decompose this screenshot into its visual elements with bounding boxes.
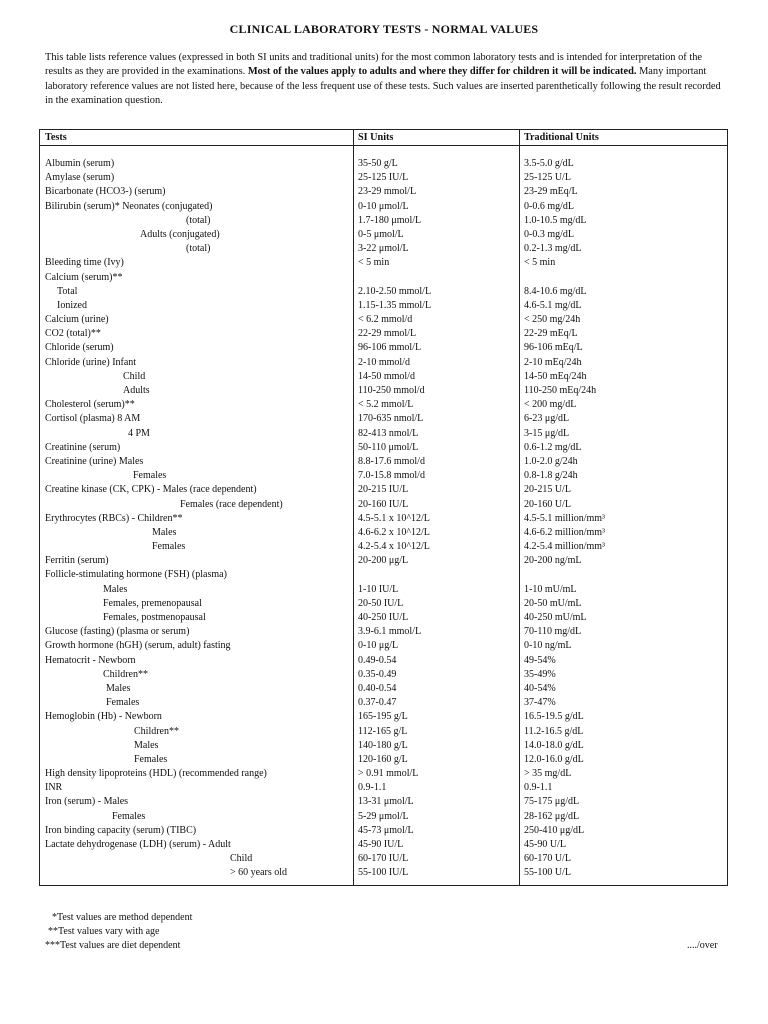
test-name: Calcium (serum)** xyxy=(45,271,123,283)
traditional-value: 4.6-5.1 mg/dL xyxy=(524,299,582,311)
test-name: Chloride (urine) Infant xyxy=(45,356,137,368)
si-value: 4.2-5.4 x 10^12/L xyxy=(358,541,430,553)
si-value: 20-200 μg/L xyxy=(358,555,409,567)
traditional-value: 4.5-5.1 million/mm³ xyxy=(524,512,606,524)
si-value: 20-160 IU/L xyxy=(358,498,409,510)
traditional-value: 11.2-16.5 g/dL xyxy=(524,725,584,737)
si-value: 23-29 mmol/L xyxy=(358,186,417,198)
si-value: 2-10 mmol/d xyxy=(358,356,410,368)
table-row xyxy=(40,710,727,724)
traditional-value: 20-215 U/L xyxy=(524,484,571,496)
table-row xyxy=(40,341,727,355)
traditional-value: 110-250 mEq/24h xyxy=(524,385,597,396)
test-name: High density lipoproteins (HDL) (recommended range) xyxy=(45,768,267,780)
table-row xyxy=(40,526,727,540)
si-value: 4.6-6.2 x 10^12/L xyxy=(358,526,430,538)
si-value: 5-29 μmol/L xyxy=(358,810,409,822)
table-row xyxy=(40,725,727,739)
page-title: CLINICAL LABORATORY TESTS - NORMAL VALUES xyxy=(229,22,539,36)
table-row xyxy=(40,498,727,512)
si-value: 25-125 IU/L xyxy=(358,172,409,184)
traditional-value: < 250 mg/24h xyxy=(524,314,581,326)
test-name: Females, premenopausal xyxy=(103,597,202,609)
test-name: Females xyxy=(152,541,186,553)
si-value: 4.5-5.1 x 10^12/L xyxy=(358,512,430,524)
traditional-value: 8.4-10.6 mg/dL xyxy=(524,285,587,297)
table-row xyxy=(40,285,727,299)
traditional-value: 4.2-5.4 million/mm³ xyxy=(524,541,606,553)
si-value: 120-160 g/L xyxy=(358,753,408,765)
traditional-value: 6-23 μg/dL xyxy=(524,413,570,425)
test-name: Total xyxy=(57,285,78,297)
si-value: 1.7-180 μmol/L xyxy=(358,214,422,226)
test-name: Calcium (urine) xyxy=(45,314,109,326)
traditional-value: 96-106 mEq/L xyxy=(524,342,583,354)
table-row xyxy=(40,427,727,441)
test-name: Males xyxy=(152,526,177,538)
test-name: Females xyxy=(134,753,168,765)
traditional-value: 1.0-2.0 g/24h xyxy=(524,455,578,467)
test-name: Iron (serum) - Males xyxy=(45,796,129,808)
traditional-value: 37-47% xyxy=(524,697,556,709)
test-name: Albumin (serum) xyxy=(45,158,115,169)
table-row xyxy=(40,412,727,426)
si-value: 110-250 mmol/d xyxy=(358,385,425,396)
table-row xyxy=(40,568,727,582)
table-row xyxy=(40,554,727,568)
table-row xyxy=(40,469,727,483)
test-name: Females xyxy=(112,810,146,822)
table-header-row xyxy=(40,130,727,146)
test-name: Hemoglobin (Hb) - Newborn xyxy=(45,711,162,723)
si-value: 112-165 g/L xyxy=(358,725,408,737)
test-name: Males xyxy=(106,682,131,694)
si-value: 60-170 IU/L xyxy=(358,853,409,865)
si-value: 140-180 g/L xyxy=(358,739,408,751)
si-value: 55-100 IU/L xyxy=(358,867,409,879)
traditional-value: 55-100 U/L xyxy=(524,867,571,879)
table-row xyxy=(40,398,727,412)
traditional-value: 1-10 mU/mL xyxy=(524,583,577,595)
si-value: 20-50 IU/L xyxy=(358,597,404,609)
si-value: 45-73 μmol/L xyxy=(358,824,414,836)
traditional-value: 20-50 mU/mL xyxy=(524,597,582,609)
si-value: 1-10 IU/L xyxy=(358,583,399,595)
traditional-value: 250-410 μg/dL xyxy=(524,824,585,836)
test-name: CO2 (total)** xyxy=(45,328,101,340)
test-name: Lactate dehydrogenase (LDH) (serum) - Adult xyxy=(45,839,231,850)
si-value: 3-22 μmol/L xyxy=(358,243,409,255)
table-row xyxy=(40,611,727,625)
si-value: 14-50 mmol/d xyxy=(358,370,415,382)
test-name: Females xyxy=(133,470,167,482)
si-value: 3.9-6.1 mmol/L xyxy=(358,626,422,638)
intro-paragraph xyxy=(45,51,730,109)
table-row xyxy=(40,540,727,554)
table-row xyxy=(40,781,727,795)
traditional-value: 2-10 mEq/24h xyxy=(524,356,582,368)
si-value: 96-106 mmol/L xyxy=(358,342,422,354)
footnote-age: **Test values vary with age xyxy=(48,926,160,937)
si-value: < 5 min xyxy=(358,257,390,269)
table-row xyxy=(40,483,727,497)
test-name: 4 PM xyxy=(128,427,150,439)
table-row xyxy=(40,654,727,668)
traditional-value: 16.5-19.5 g/dL xyxy=(524,711,584,723)
traditional-value: 1.0-10.5 mg/dL xyxy=(524,214,587,226)
traditional-value: 12.0-16.0 g/dL xyxy=(524,753,584,765)
traditional-value: 3.5-5.0 g/dL xyxy=(524,158,574,169)
test-name: Females xyxy=(106,697,140,709)
continued-over-link[interactable]: ..../over xyxy=(687,940,718,951)
footnote-diet: ***Test values are diet dependent xyxy=(45,940,181,951)
traditional-value: 0-0.6 mg/dL xyxy=(524,200,574,212)
si-value: 20-215 IU/L xyxy=(358,484,409,496)
test-name: Females (race dependent) xyxy=(180,498,283,510)
table-row xyxy=(40,739,727,753)
test-name: Males xyxy=(134,739,159,751)
table-body xyxy=(40,157,727,881)
traditional-value: 25-125 U/L xyxy=(524,172,571,184)
table-row xyxy=(40,441,727,455)
si-value: 0.35-0.49 xyxy=(358,668,397,680)
test-name: Glucose (fasting) (plasma or serum) xyxy=(45,626,190,638)
table-row xyxy=(40,185,727,199)
traditional-value: 60-170 U/L xyxy=(524,853,571,865)
traditional-value: 20-160 U/L xyxy=(524,498,571,510)
test-name: Child xyxy=(123,370,146,382)
table-row xyxy=(40,753,727,767)
traditional-value: 40-250 mU/mL xyxy=(524,612,587,623)
test-name: Growth hormone (hGH) (serum, adult) fasting xyxy=(45,640,231,652)
test-name: (total) xyxy=(186,214,211,226)
test-name: Bicarbonate (HCO3-) (serum) xyxy=(45,186,166,198)
test-name: Creatinine (serum) xyxy=(45,441,121,453)
table-row xyxy=(40,313,727,327)
intro-text-2: Many important laboratory reference values are not listed here, because of the less frequent use of these tests. Such values are inserted parenthetically following the result recorded in the examination question. xyxy=(45,66,721,107)
si-value: 0.40-0.54 xyxy=(358,682,397,694)
header-traditional-units: Traditional Units xyxy=(524,132,599,143)
traditional-value: 75-175 μg/dL xyxy=(524,796,580,808)
test-name: Children** xyxy=(103,668,148,680)
traditional-value: 0.6-1.2 mg/dL xyxy=(524,441,582,453)
traditional-value: 28-162 μg/dL xyxy=(524,810,580,822)
test-name: Follicle-stimulating hormone (FSH) (plasma) xyxy=(45,569,227,581)
table-row xyxy=(40,795,727,809)
test-name: Children** xyxy=(134,725,179,737)
si-value: 165-195 g/L xyxy=(358,711,408,723)
traditional-value: 22-29 mEq/L xyxy=(524,328,578,340)
traditional-value: 14-50 mEq/24h xyxy=(524,370,587,382)
table-row xyxy=(40,370,727,384)
si-value: 2.10-2.50 mmol/L xyxy=(358,285,432,297)
test-name: Creatinine (urine) Males xyxy=(45,455,144,467)
si-value: 1.15-1.35 mmol/L xyxy=(358,299,432,311)
si-value: 45-90 IU/L xyxy=(358,839,404,850)
si-value: 82-413 nmol/L xyxy=(358,427,419,439)
si-value: 22-29 mmol/L xyxy=(358,328,417,340)
si-value: > 0.91 mmol/L xyxy=(358,768,419,780)
table-row xyxy=(40,597,727,611)
si-value: 7.0-15.8 mmol/d xyxy=(358,470,425,482)
traditional-value: 14.0-18.0 g/dL xyxy=(524,739,584,751)
si-value: 0.9-1.1 xyxy=(358,782,387,794)
table-row xyxy=(40,256,727,270)
test-name: Females, postmenopausal xyxy=(103,612,206,623)
table-row xyxy=(40,852,727,866)
traditional-value: 35-49% xyxy=(524,668,556,680)
table-row xyxy=(40,157,727,171)
intro-text-1: This table lists reference values (expressed in both SI units and traditional units) for the most common laboratory tests and is intended for interpretation of the results as they are provided in the examinations. xyxy=(45,52,703,78)
test-name: Amylase (serum) xyxy=(45,172,115,184)
table-row xyxy=(40,583,727,597)
table-row xyxy=(40,356,727,370)
traditional-value: 70-110 mg/dL xyxy=(524,626,582,638)
traditional-value: 49-54% xyxy=(524,654,556,666)
si-value: 0.49-0.54 xyxy=(358,654,397,666)
test-name: Iron binding capacity (serum) (TIBC) xyxy=(45,824,197,836)
si-value: < 6.2 mmol/d xyxy=(358,314,413,326)
traditional-value: 0.8-1.8 g/24h xyxy=(524,470,578,482)
test-name: Chloride (serum) xyxy=(45,342,114,354)
traditional-value: 20-200 ng/mL xyxy=(524,555,582,567)
si-value: 0-5 μmol/L xyxy=(358,228,404,240)
traditional-value: 40-54% xyxy=(524,682,556,694)
si-value: 8.8-17.6 mmol/d xyxy=(358,455,425,467)
test-name: Males xyxy=(103,583,128,595)
header-tests: Tests xyxy=(45,132,67,143)
intro-bold-text: Most of the values apply to adults and where they differ for children it will be indicated. xyxy=(247,66,637,78)
test-name: INR xyxy=(45,782,63,794)
table-row xyxy=(40,228,727,242)
si-value: 40-250 IU/L xyxy=(358,612,409,623)
si-value: 170-635 nmol/L xyxy=(358,413,424,425)
test-name: Ionized xyxy=(57,299,87,311)
traditional-value: 3-15 μg/dL xyxy=(524,427,570,439)
si-value: 0.37-0.47 xyxy=(358,697,397,709)
table-row xyxy=(40,214,727,228)
table-row xyxy=(40,767,727,781)
footnote-method: *Test values are method dependent xyxy=(52,912,193,923)
traditional-value: > 35 mg/dL xyxy=(524,768,572,780)
traditional-value: 45-90 U/L xyxy=(524,839,566,850)
si-value: 50-110 μmol/L xyxy=(358,441,419,453)
table-row xyxy=(40,327,727,341)
test-name: (total) xyxy=(186,243,211,255)
traditional-value: 0-10 ng/mL xyxy=(524,640,572,652)
test-name: Adults xyxy=(123,385,150,396)
table-row xyxy=(40,171,727,185)
test-name: > 60 years old xyxy=(230,867,288,879)
si-value: < 5.2 mmol/L xyxy=(358,399,414,411)
table-row xyxy=(40,299,727,313)
test-name: Cortisol (plasma) 8 AM xyxy=(45,413,141,425)
si-value: 0-10 μmol/L xyxy=(358,200,409,212)
table-row xyxy=(40,384,727,398)
lab-values-table xyxy=(39,129,728,886)
traditional-value: < 200 mg/dL xyxy=(524,399,577,411)
test-name: Ferritin (serum) xyxy=(45,555,109,567)
traditional-value: 23-29 mEq/L xyxy=(524,186,578,198)
traditional-value: 4.6-6.2 million/mm³ xyxy=(524,526,606,538)
test-name: Creatine kinase (CK, CPK) - Males (race dependent) xyxy=(45,484,257,496)
test-name: Child xyxy=(230,853,253,865)
test-name: Cholesterol (serum)** xyxy=(45,399,135,411)
si-value: 35-50 g/L xyxy=(358,158,398,169)
table-row xyxy=(40,824,727,838)
test-name: Bleeding time (Ivy) xyxy=(45,257,124,269)
table-row xyxy=(40,810,727,824)
table-row xyxy=(40,242,727,256)
table-row xyxy=(40,455,727,469)
table-row xyxy=(40,668,727,682)
table-row xyxy=(40,838,727,852)
table-row xyxy=(40,625,727,639)
traditional-value: 0-0.3 mg/dL xyxy=(524,228,574,240)
test-name: Hematocrit - Newborn xyxy=(45,654,136,666)
table-row xyxy=(40,696,727,710)
table-row xyxy=(40,512,727,526)
test-name: Erythrocytes (RBCs) - Children** xyxy=(45,512,183,524)
table-row xyxy=(40,639,727,653)
test-name: Adults (conjugated) xyxy=(140,228,220,240)
traditional-value: 0.2-1.3 mg/dL xyxy=(524,243,582,255)
traditional-value: 0.9-1.1 xyxy=(524,782,553,794)
test-name: Bilirubin (serum)* Neonates (conjugated) xyxy=(45,200,213,212)
si-value: 0-10 μg/L xyxy=(358,640,399,652)
si-value: 13-31 μmol/L xyxy=(358,796,414,808)
table-row xyxy=(40,682,727,696)
table-row xyxy=(40,271,727,285)
table-row xyxy=(40,200,727,214)
traditional-value: < 5 min xyxy=(524,257,556,269)
table-row xyxy=(40,866,727,880)
header-si-units: SI Units xyxy=(358,132,394,143)
